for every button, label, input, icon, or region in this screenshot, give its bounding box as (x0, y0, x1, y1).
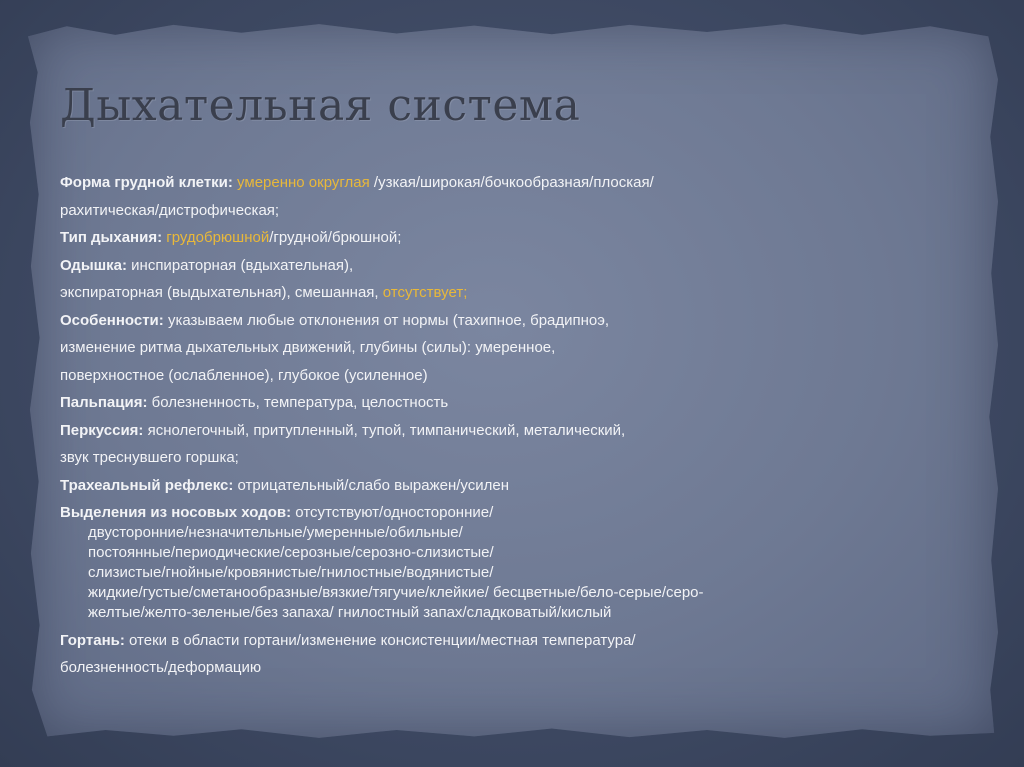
line-label: Выделения из носовых ходов: (60, 504, 292, 521)
line-label: Перкуссия: (60, 421, 144, 439)
nasal-discharge-continued-line-5 (60, 603, 920, 631)
line-text: инспираторная (вдыхательная), (126, 256, 354, 274)
chest-shape-continued-line (60, 201, 920, 229)
chest-shape-line (60, 173, 920, 201)
slide-title: Дыхательная система (60, 80, 581, 131)
line-label: Тип дыхания: (60, 229, 163, 246)
slide-content (60, 173, 920, 686)
tracheal-reflex-line (60, 476, 920, 504)
line-text: /узкая/широкая/бочкообразная/плоская/ (369, 174, 654, 191)
highlight-value: отсутствует; (378, 284, 468, 301)
line-label: Одышка: (60, 256, 127, 274)
line-label: Гортань: (60, 631, 125, 649)
nasal-discharge-line (60, 503, 920, 523)
line-text: постоянные/периодические/серозные/серозно-слизистые/ (88, 544, 494, 561)
nasal-discharge-continued-line-2 (60, 543, 920, 563)
nasal-discharge-continued-line-3 (60, 563, 920, 583)
highlight-value: умеренно округлая (232, 174, 370, 191)
line-text: рахитическая/дистрофическая; (60, 201, 280, 219)
line-text: яснолегочный, притупленный, тупой, тимпанический, металический, (143, 421, 626, 439)
highlight-value: грудобрюшной (162, 229, 270, 246)
line-text: желтые/желто-зеленые/без запаха/ гнилостный запах/сладковатый/кислый (88, 604, 612, 621)
line-text: отсутствуют/односторонние/ (291, 504, 494, 521)
line-text: /грудной/брюшной; (269, 229, 402, 246)
larynx-continued-line (60, 658, 920, 686)
line-label: Особенности: (60, 311, 164, 329)
line-text: двусторонние/незначительные/умеренные/обильные/ (88, 524, 463, 541)
line-text: отрицательный/слабо выражен/усилен (233, 476, 509, 494)
line-text: экспираторная (выдыхательная), смешанная, (60, 284, 379, 301)
line-label: Форма грудной клетки: (60, 174, 233, 191)
dyspnea-line (60, 256, 920, 284)
features-continued-line-2 (60, 366, 920, 394)
features-continued-line (60, 338, 920, 366)
line-label: Трахеальный рефлекс: (60, 476, 234, 494)
dyspnea-continued-line (60, 283, 920, 311)
line-text: болезненность/деформацию (60, 659, 262, 676)
nasal-discharge-continued-line (60, 523, 920, 543)
nasal-discharge-continued-line-4 (60, 583, 920, 603)
line-text: слизистые/гнойные/кровянистые/гнилостные/водянистые/ (88, 564, 494, 581)
breathing-type-line (60, 228, 920, 256)
line-text: поверхностное (ослабленное), глубокое (усиленное) (60, 366, 428, 384)
palpation-line (60, 393, 920, 421)
line-label: Пальпация: (60, 394, 148, 411)
line-text: изменение ритма дыхательных движений, глубины (силы): умеренное, (60, 339, 556, 356)
percussion-line (60, 421, 920, 449)
line-text: болезненность, температура, целостность (147, 394, 449, 411)
line-text: указываем любые отклонения от нормы (тахипное, брадипноэ, (163, 311, 610, 329)
larynx-line (60, 631, 920, 659)
line-text: звук треснувшего горшка; (60, 449, 239, 466)
line-text: отеки в области гортани/изменение консистенции/местная температура/ (124, 631, 636, 649)
features-line (60, 311, 920, 339)
line-text: жидкие/густые/сметанообразные/вязкие/тягучие/клейкие/ бесцветные/бело-серые/серо- (88, 584, 704, 601)
percussion-continued-line (60, 448, 920, 476)
